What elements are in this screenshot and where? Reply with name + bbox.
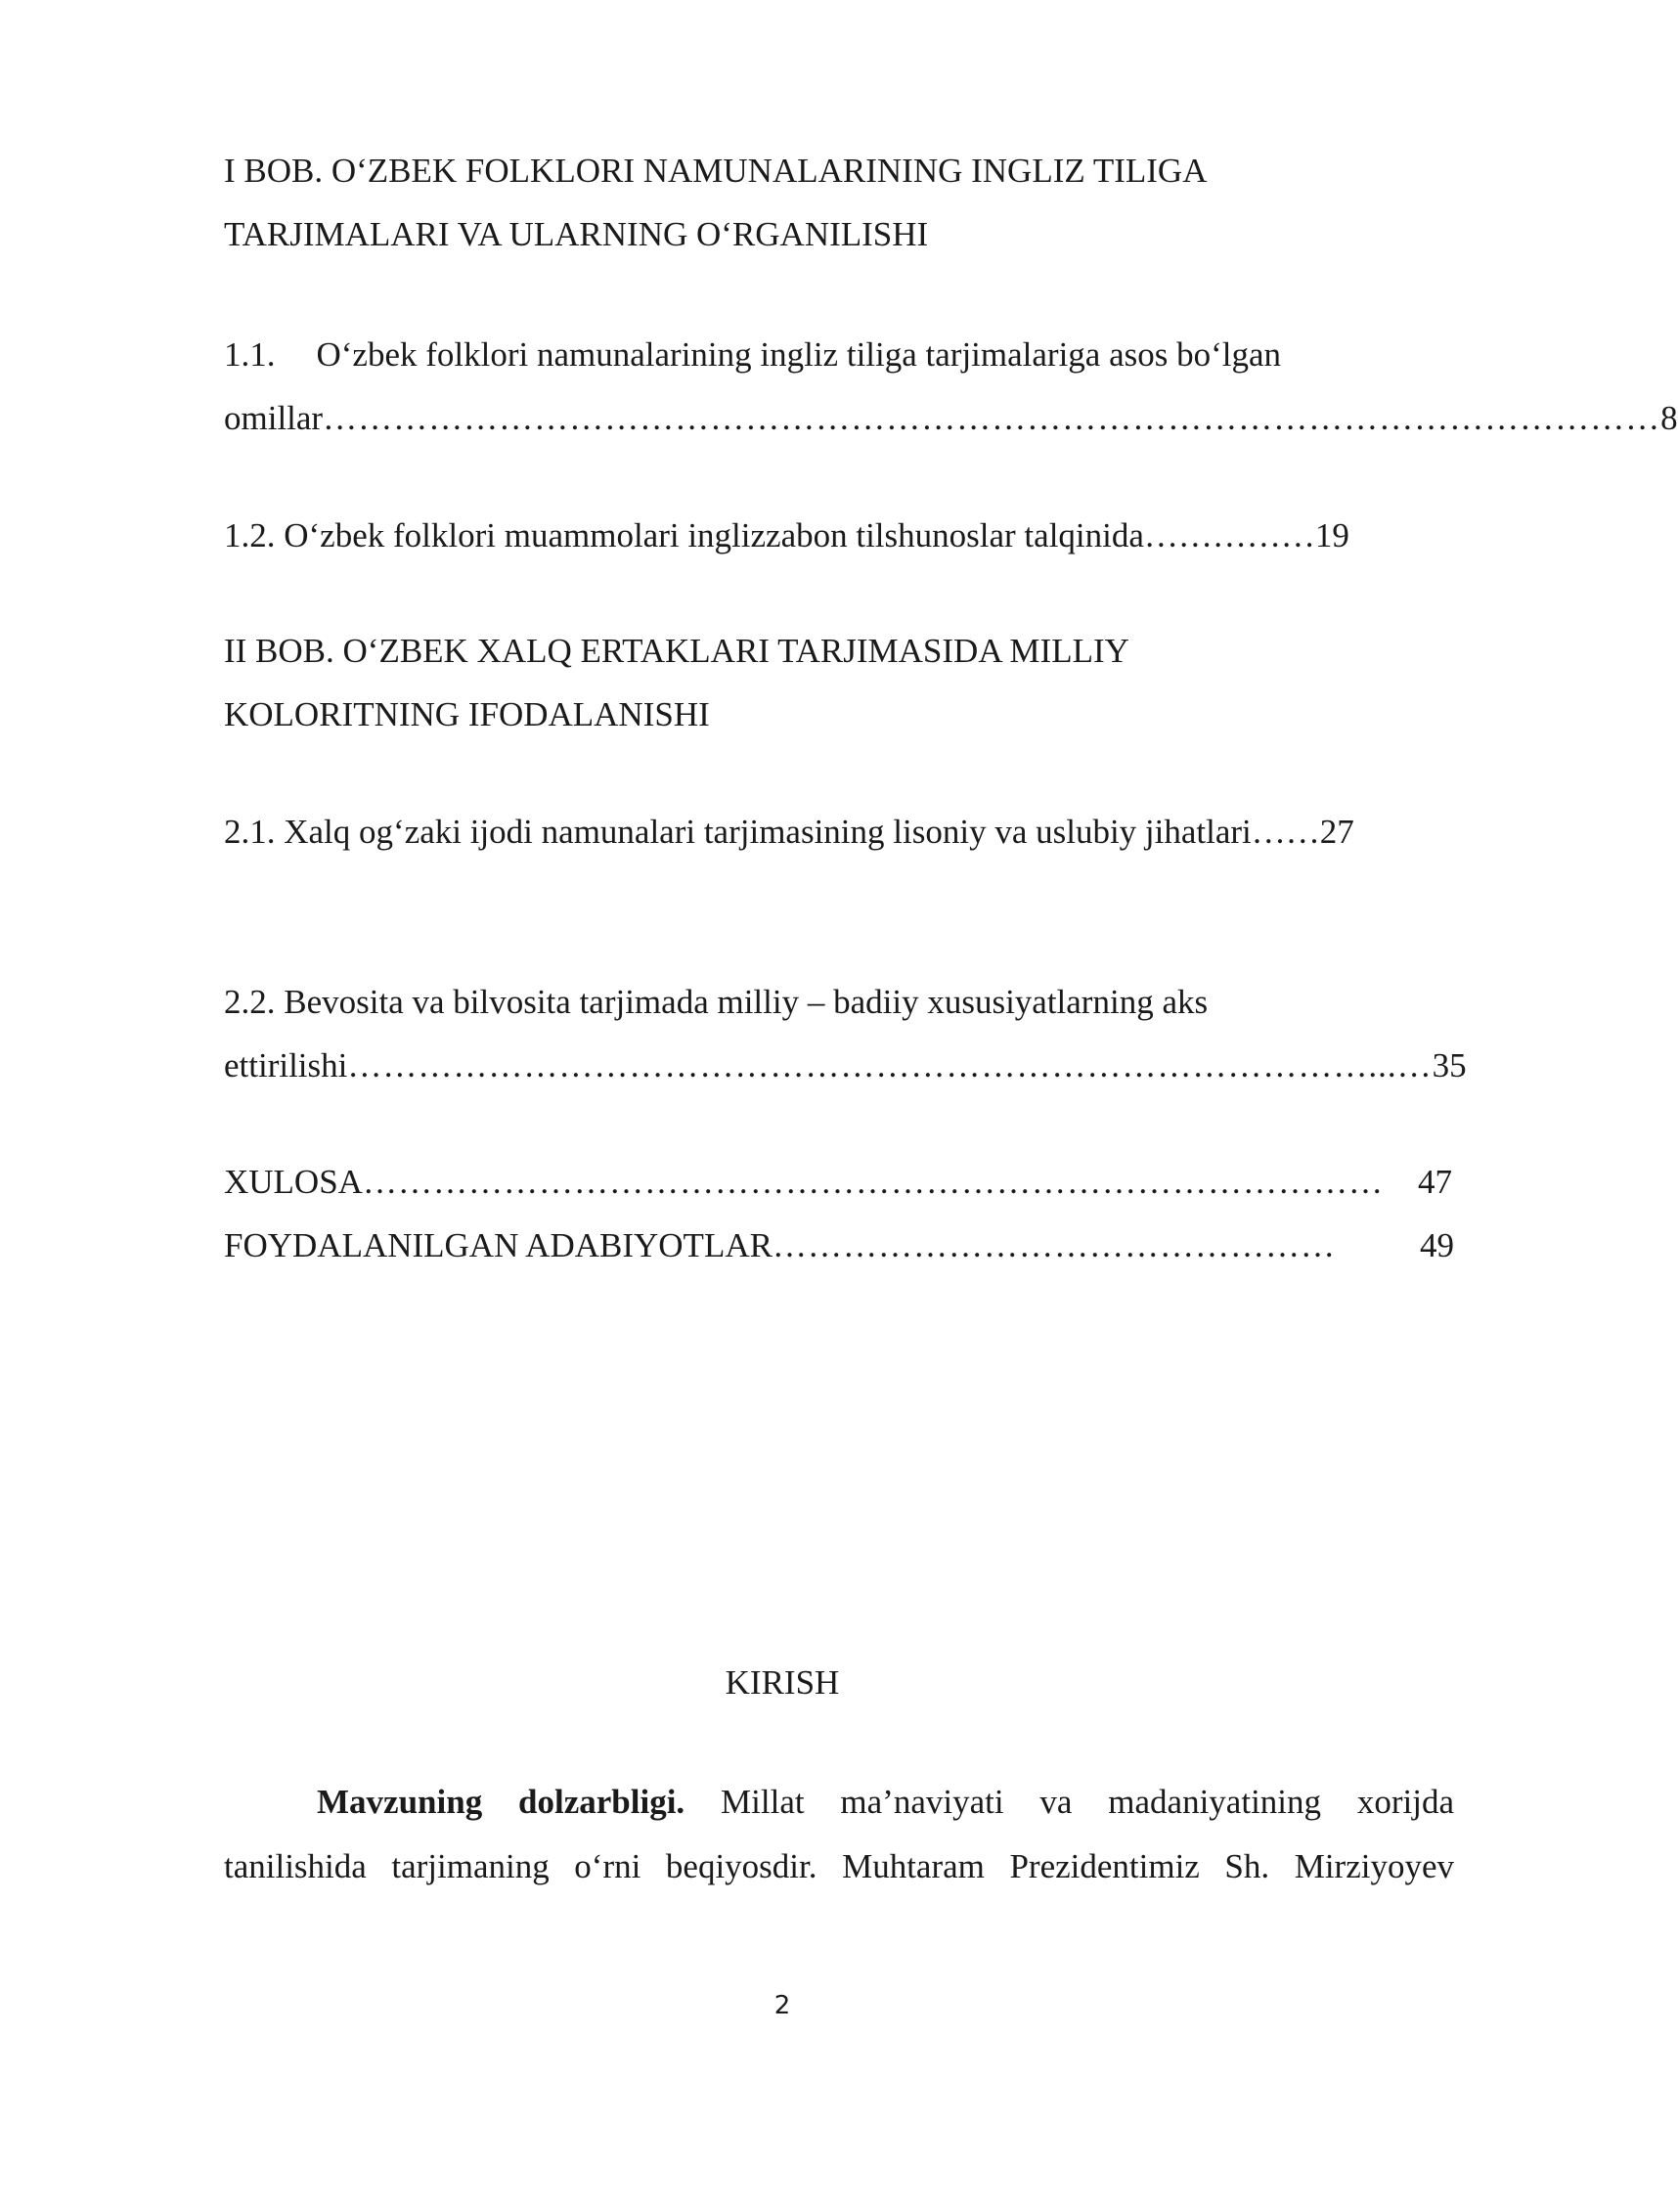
toc-section-1-1-number: 1.1. (224, 335, 276, 374)
toc-leader-dots: ……………………………………………………………………………...… (347, 1046, 1433, 1084)
toc-section-2-2-line-1: 2.2. Bevosita va bilvosita tarjimada milliy – badiiy xususiyatlarning aks (224, 983, 1209, 1021)
toc-section-1-1-line-2 (224, 399, 1678, 438)
intro-lead-bold: Mavzuning dolzarbligi. (317, 1783, 685, 1821)
toc-chapter-1-line-2: TARJIMALARI VA ULARNING O‘RGANILISHI (224, 215, 929, 253)
intro-heading: KIRISH (725, 1663, 840, 1702)
toc-conclusion-page: 47 (1418, 1163, 1452, 1201)
intro-line-1-text: Millat ma’naviyati va madaniyatining xorijda (684, 1783, 1454, 1821)
toc-leader-dots: …………… (1143, 516, 1315, 554)
toc-section-1-1-title: O‘zbek folklori namunalarining ingliz tiliga tarjimalariga asos bo‘lgan (316, 335, 1282, 374)
toc-references (224, 1226, 1454, 1265)
toc-leader-dots: …………………………………………………………………………… (362, 1163, 1384, 1201)
toc-leader-dots: …………………………………………………………………………………………………… (323, 399, 1661, 437)
toc-section-2-2-page: 35 (1432, 1046, 1467, 1084)
toc-leader-dots: ………………………………………… (772, 1226, 1336, 1264)
toc-section-2-1-title: 2.1. Xalq og‘zaki ijodi namunalari tarjimasining lisoniy va uslubiy jihatlari (224, 813, 1252, 851)
toc-section-2-1 (224, 813, 1454, 852)
toc-chapter-2-line-2: KOLORITNING IFODALANISHI (224, 695, 710, 733)
toc-section-1-1-line-1 (224, 335, 1454, 375)
toc-chapter-1-line-1: I BOB. O‘ZBEK FOLKLORI NAMUNALARINING INGLIZ TILIGA (224, 152, 1208, 190)
toc-section-1-2-page: 19 (1314, 516, 1349, 554)
toc-conclusion (224, 1163, 1452, 1202)
toc-leader-dots: …… (1251, 813, 1320, 851)
intro-paragraph-line-1 (224, 1770, 1454, 1835)
toc-section-1-2-title: 1.2. O‘zbek folklori muammolari inglizzabon tilshunoslar talqinida (224, 516, 1144, 554)
toc-conclusion-title: XULOSA (224, 1163, 363, 1201)
toc-references-page: 49 (1420, 1226, 1454, 1264)
toc-section-1-2 (224, 516, 1436, 555)
toc-chapter-2-line-1: II BOB. O‘ZBEK XALQ ERTAKLARI TARJIMASIDA MILLIY (224, 632, 1129, 670)
intro-paragraph-line-2: tanilishida tarjimaning o‘rni beqiyosdir. Muhtaram Prezidentimiz Sh. Mirziyoyev (224, 1847, 1454, 1885)
toc-section-2-2-line-2 (224, 1046, 1467, 1085)
toc-section-1-1-title-cont: omillar (224, 399, 324, 437)
toc-section-2-2-title-cont: ettirilishi (224, 1046, 348, 1084)
toc-section-1-1-page: 8 (1660, 399, 1678, 437)
toc-references-title: FOYDALANILGAN ADABIYOTLAR (224, 1226, 773, 1264)
page-number: 2 (773, 1991, 791, 2020)
toc-section-2-1-page: 27 (1319, 813, 1354, 851)
